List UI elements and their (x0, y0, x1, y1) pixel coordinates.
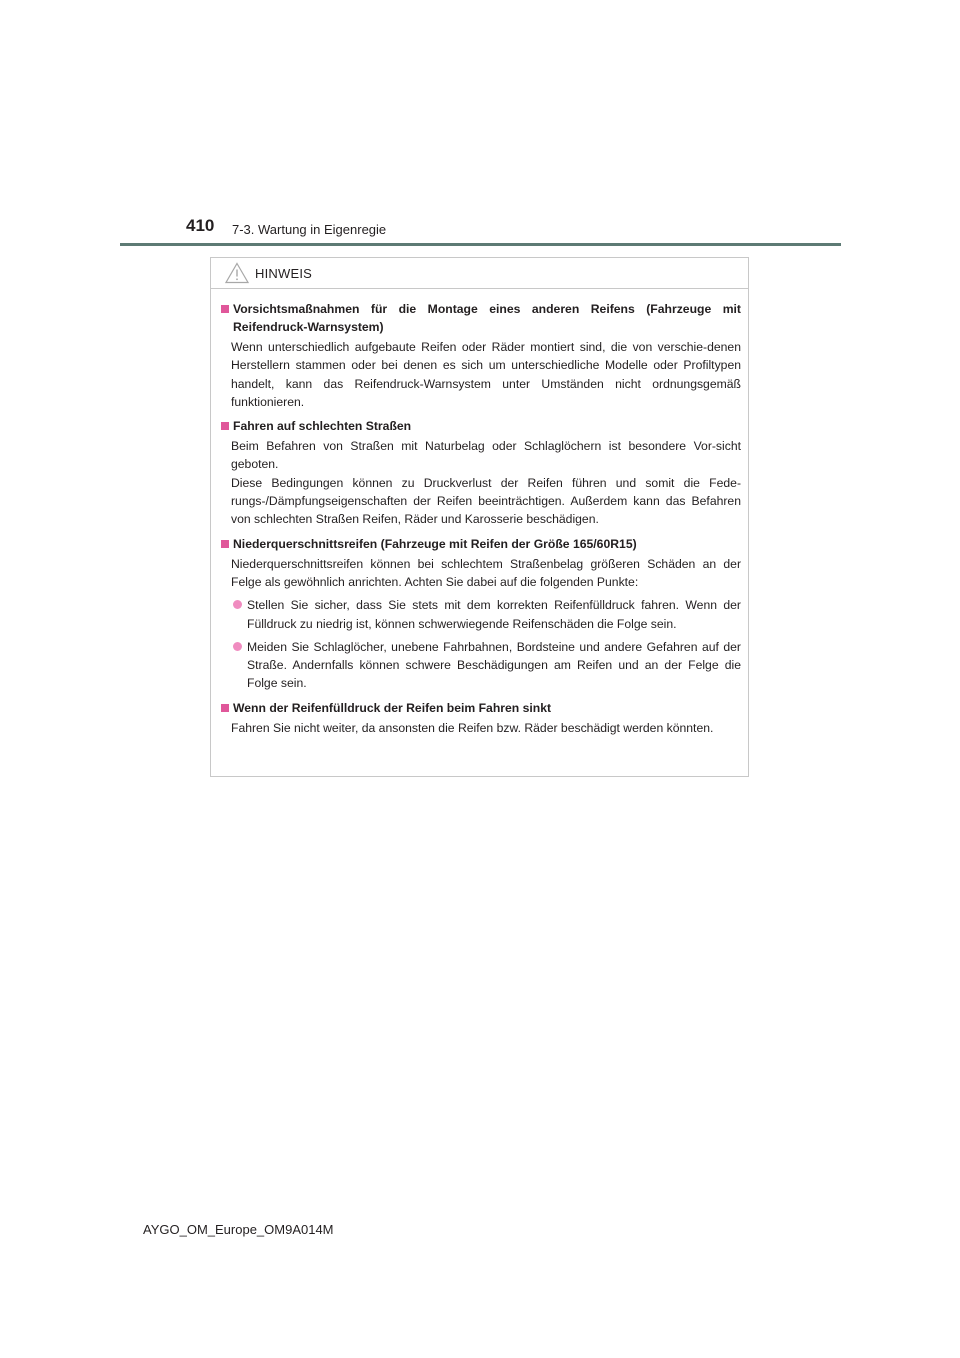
notice-box (210, 257, 749, 777)
notice-item (219, 535, 741, 693)
item-text: Diese Bedingungen können zu Druckverlust der Reifen führen und somit die Fede-rungs-/Dämpfungseigenschaften der Reifen beeinträchtigen. Außerdem kann das Befahren von schlechten Straßen Reifen, Räder und Karosserie beschädigen. (231, 475, 741, 527)
sub-list-item (231, 638, 741, 693)
circle-bullet-icon (233, 642, 242, 651)
notice-item (219, 699, 741, 737)
warning-triangle-icon (225, 262, 249, 284)
section-title: 7-3. Wartung in Eigenregie (232, 222, 387, 237)
notice-body (211, 289, 748, 737)
item-text: Fahren Sie nicht weiter, da ansonsten die Reifen bzw. Räder beschädigt werden könnten. (231, 720, 714, 735)
document-code: AYGO_OM_Europe_OM9A014M (143, 1222, 334, 1237)
square-bullet-icon (221, 704, 229, 712)
item-text: Beim Befahren von Straßen mit Naturbelag oder Schlaglöchern ist besondere Vor-sicht geboten. (231, 439, 741, 472)
square-bullet-icon (221, 540, 229, 548)
notice-item (219, 417, 741, 528)
square-bullet-icon (221, 305, 229, 313)
item-text: Wenn unterschiedlich aufgebaute Reifen oder Räder montiert sind, die von verschie-denen Herstellern stammen oder bei denen es sich um unterschiedliche Modelle oder Profiltypen handelt, kann das Reifendruck-Warnsystem unter Umständen nicht ordnungsgemäß funktionieren. (231, 340, 741, 409)
square-bullet-icon (221, 422, 229, 430)
notice-title: HINWEIS (255, 265, 313, 281)
sub-item-text: Meiden Sie Schlaglöcher, unebene Fahrbahnen, Bordsteine und andere Gefahren auf der Straße. Andernfalls können schwere Beschädigungen am Reifen und an der Felge die Folge sein. (247, 639, 741, 691)
item-heading: Niederquerschnittsreifen (Fahrzeuge mit Reifen der Größe 165/60R15) (233, 536, 637, 551)
item-heading: Fahren auf schlechten Straßen (233, 419, 412, 434)
header-rule (120, 243, 841, 246)
notice-item (219, 300, 741, 411)
sub-list-item (231, 596, 741, 633)
item-heading: Vorsichtsmaßnahmen für die Montage eines anderen Reifens (Fahrzeuge mit Reifendruck-Warnsystem) (233, 302, 741, 334)
item-text: Niederquerschnittsreifen können bei schlechtem Straßenbelag größeren Schäden an der Felge als gewöhnlich anrichten. Achten Sie dabei auf die folgenden Punkte: (231, 556, 741, 589)
page-number: 410 (186, 216, 215, 235)
item-heading: Wenn der Reifenfülldruck der Reifen beim Fahren sinkt (233, 700, 552, 715)
notice-header (211, 258, 748, 289)
sub-item-text: Stellen Sie sicher, dass Sie stets mit dem korrekten Reifenfülldruck fahren. Wenn der Fülldruck zu niedrig ist, können schwerwiegende Reifenschäden die Folge sein. (247, 598, 741, 631)
circle-bullet-icon (233, 600, 242, 609)
